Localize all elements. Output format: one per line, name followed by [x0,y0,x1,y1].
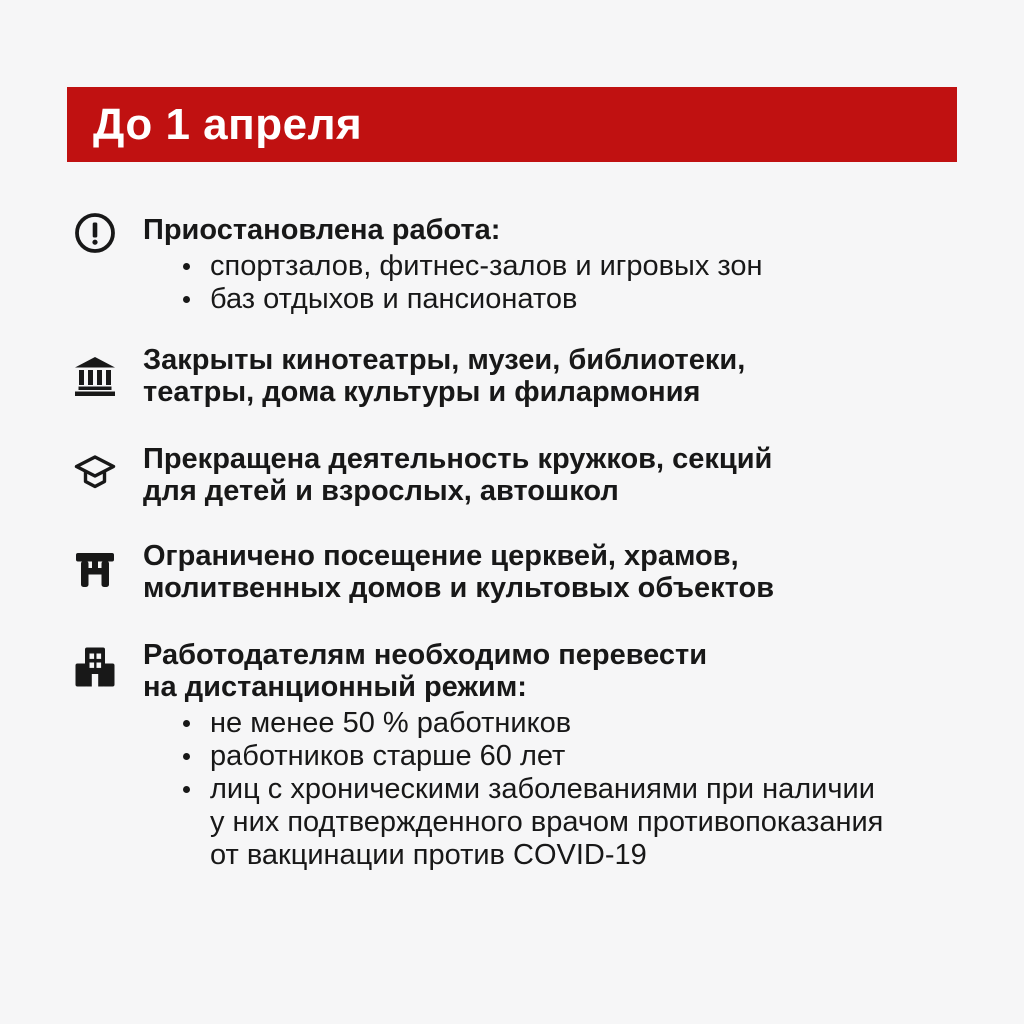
office-building-icon [72,644,118,690]
section-heading: на дистанционный режим: [143,671,527,703]
bullet-dot-icon [183,296,190,303]
alert-circle-icon [72,210,118,256]
bullet-dot-icon [183,753,190,760]
section-heading: молитвенных домов и культовых объектов [143,572,775,604]
section-heading: Закрыты кинотеатры, музеи, библиотеки, [143,344,746,376]
deadline-banner [67,87,957,162]
section-remote-work [70,639,980,872]
section-closed-culture [70,344,980,408]
bullet-dot-icon [183,263,190,270]
section-heading: для детей и взрослых, автошкол [143,475,619,507]
torii-gate-icon [72,547,118,593]
bullet-dot-icon [183,720,190,727]
bullet-item: спортзалов, фитнес-залов и игровых зон [183,250,980,283]
section-heading: Работодателям необходимо перевести [143,639,708,671]
bullet-item: работников старше 60 лет [183,740,980,773]
bullet-item: не менее 50 % работников [183,707,980,740]
museum-icon [72,353,118,399]
graduation-cap-icon [72,452,118,498]
section-heading: Ограничено посещение церквей, храмов, [143,540,739,572]
section-heading: Прекращена деятельность кружков, секций [143,443,773,475]
section-heading: театры, дома культуры и филармония [143,376,701,408]
section-worship-restricted [70,540,980,604]
bullet-item: лиц с хроническими заболеваниями при наличии у них подтвержденного врачом противопоказания от вакцинации против COVID-19 [183,773,980,872]
section-suspended-work [70,214,980,316]
bullet-item: баз отдыхов и пансионатов [183,283,980,316]
bullet-dot-icon [183,786,190,793]
section-clubs-stopped [70,443,980,507]
section-heading: Приостановлена работа: [143,214,501,246]
deadline-title: До 1 апреля [93,99,363,149]
